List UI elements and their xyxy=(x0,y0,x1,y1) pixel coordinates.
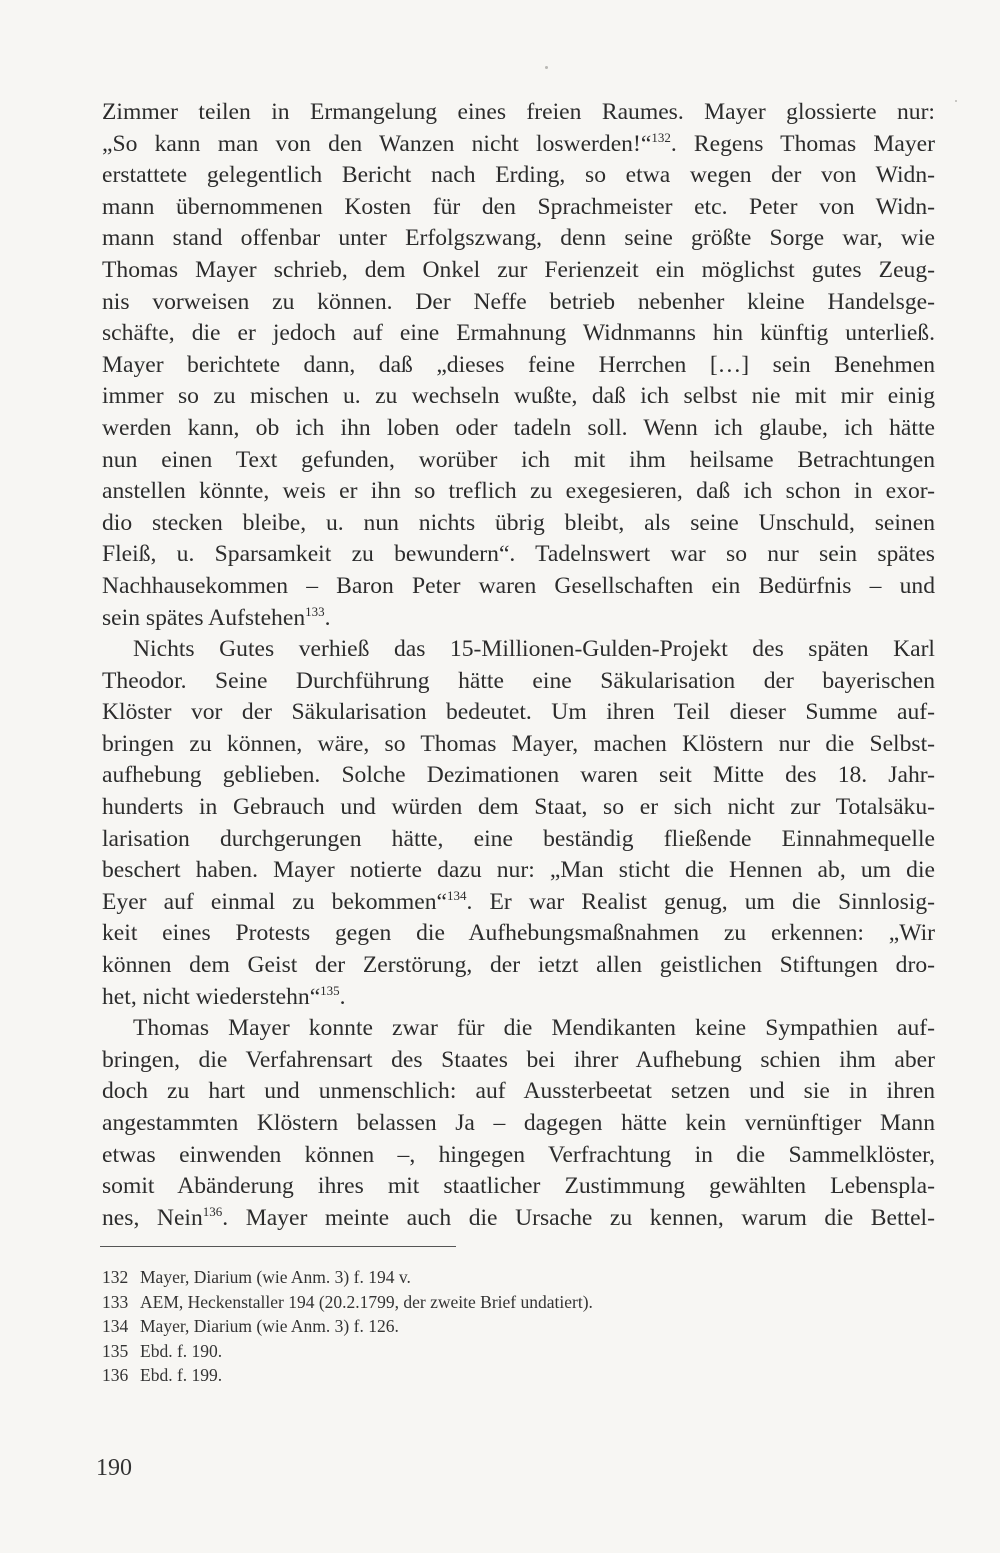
text-line: Nichts Gutes verhieß das 15-Millionen-Gulden-Projekt des späten Karl xyxy=(133,636,935,663)
footnote xyxy=(102,1363,862,1388)
text-line: Klöster vor der Säkularisation bedeutet. Um ihren Teil dieser Summe auf- xyxy=(102,699,935,726)
text-line: Mayer berichtete dann, daß „dieses feine Herrchen […] sein Benehmen xyxy=(102,351,935,378)
text-line: können dem Geist der Zerstörung, der ietzt allen geistlichen Stiftungen dro- xyxy=(102,952,935,979)
text-line: werden kann, ob ich ihn loben oder tadeln soll. Wenn ich glaube, ich hätte xyxy=(102,414,935,441)
footnote-separator xyxy=(100,1246,456,1247)
footnote-ref: 132 xyxy=(651,129,671,145)
text-line: mann stand offenbar unter Erfolgszwang, denn seine größte Sorge war, wie xyxy=(102,225,935,252)
page-number: 190 xyxy=(96,1455,132,1481)
footnote-number: 132 xyxy=(102,1267,129,1287)
footnote-text: Mayer, Diarium (wie Anm. 3) f. 194 v. xyxy=(140,1267,411,1287)
text-line: nun einen Text gefunden, worüber ich mit ihm heilsame Betrachtungen xyxy=(102,446,935,473)
text-line: immer so zu mischen u. zu wechseln wußte, daß ich selbst nie mit mir einig xyxy=(102,383,935,410)
text-line: beschert haben. Mayer notierte dazu nur: „Man sticht die Hennen ab, um die xyxy=(102,857,935,884)
text-line: larisation durchgerungen hätte, eine beständig fließende Einnahmequelle xyxy=(102,825,935,852)
footnote-ref: 134 xyxy=(446,887,467,903)
footnote xyxy=(102,1339,862,1364)
footnote-ref: 133 xyxy=(305,603,325,619)
text-line: bringen zu können, wäre, so Thomas Mayer, machen Klöstern nur die Selbst- xyxy=(102,730,935,757)
footnote-number: 135 xyxy=(102,1340,129,1361)
footnote xyxy=(102,1265,862,1290)
text-line: Fleiß, u. Sparsamkeit zu bewundern“. Tadelnswert war so nur sein spätes xyxy=(102,541,935,568)
text-line: doch zu hart und unmenschlich: auf Aussterbeetat setzen und sie in ihren xyxy=(102,1078,935,1105)
text-line: Zimmer teilen in Ermangelung eines freien Raumes. Mayer glossierte nur: xyxy=(102,99,935,125)
text-line: Theodor. Seine Durchführung hätte eine Säkularisation der bayerischen xyxy=(102,667,935,694)
text-line: erstattete gelegentlich Bericht nach Erding, so etwa wegen der von Widn- xyxy=(102,162,935,189)
footnote-ref: 135 xyxy=(320,982,340,998)
text-line: het, nicht wiederstehn“$^{135}$. xyxy=(102,982,346,1010)
text-line: somit Abänderung ihres mit staatlicher Zustimmung gewählten Lebenspla- xyxy=(102,1173,935,1200)
body-text xyxy=(102,97,935,1234)
scan-speck xyxy=(545,66,548,69)
text-line: dio stecken bleibe, u. nun nichts übrig bleibt, als seine Unschuld, seinen xyxy=(102,509,935,536)
footnote-ref: 136 xyxy=(202,1203,223,1219)
text-line: mann übernommenen Kosten für den Sprachmeister etc. Peter von Widn- xyxy=(102,193,935,220)
text-line: Thomas Mayer schrieb, dem Onkel zur Ferienzeit ein möglichst gutes Zeug- xyxy=(102,256,935,283)
text-line: Eyer auf einmal zu bekommen“$^{134}$. Er war Realist genug, um die Sinnlosig- xyxy=(102,887,935,915)
text-line: nes, Nein$^{136}$. Mayer meinte auch die Ursache zu kennen, warum die Bettel- xyxy=(102,1203,935,1231)
footnote xyxy=(102,1314,862,1339)
text-line: Thomas Mayer konnte zwar für die Mendikanten keine Sympathien auf- xyxy=(133,1015,935,1042)
scan-speck xyxy=(955,100,957,102)
footnote-number: 133 xyxy=(102,1291,129,1312)
text-line: aufhebung geblieben. Solche Dezimationen waren seit Mitte des 18. Jahr- xyxy=(102,762,935,789)
text-line: anstellen könnte, weis er ihn so treflich zu exegesieren, daß ich schon in exor- xyxy=(102,478,935,505)
text-line: angestammten Klöstern belassen Ja – dagegen hätte kein vernünftiger Mann xyxy=(102,1110,935,1136)
footnote-text: Mayer, Diarium (wie Anm. 3) f. 126. xyxy=(140,1316,399,1336)
footnote-number: 136 xyxy=(102,1365,129,1385)
footnote-number: 134 xyxy=(102,1316,129,1336)
text-line: bringen, die Verfahrensart des Staates bei ihrer Aufhebung schien ihm aber xyxy=(102,1046,935,1073)
footnote-text: AEM, Heckenstaller 194 (20.2.1799, der zweite Brief undatiert). xyxy=(140,1291,593,1312)
text-line: Nachhausekommen – Baron Peter waren Gesellschaften ein Bedürfnis – und xyxy=(102,572,935,599)
text-line: etwas einwenden können –, hingegen Verfrachtung in die Sammelklöster, xyxy=(102,1141,935,1168)
footnote xyxy=(102,1290,862,1315)
footnotes xyxy=(102,1265,862,1388)
text-line: keit eines Protests gegen die Aufhebungsmaßnahmen zu erkennen: „Wir xyxy=(102,920,935,947)
text-line: hunderts in Gebrauch und würden dem Staat, so er sich nicht zur Totalsäku- xyxy=(102,794,935,821)
text-line: sein spätes Aufstehen$^{133}$. xyxy=(102,603,331,631)
text-line: nis vorweisen zu können. Der Neffe betrieb nebenher kleine Handelsge- xyxy=(102,288,935,315)
footnote-text: Ebd. f. 190. xyxy=(140,1340,223,1361)
text-line: schäfte, die er jedoch auf eine Ermahnung Widnmanns hin künftig unterließ. xyxy=(102,320,935,347)
footnote-text: Ebd. f. 199. xyxy=(140,1365,223,1385)
text-line: „So kann man von den Wanzen nicht loswerden!“$^{132}$. Regens Thomas Mayer xyxy=(102,129,935,157)
